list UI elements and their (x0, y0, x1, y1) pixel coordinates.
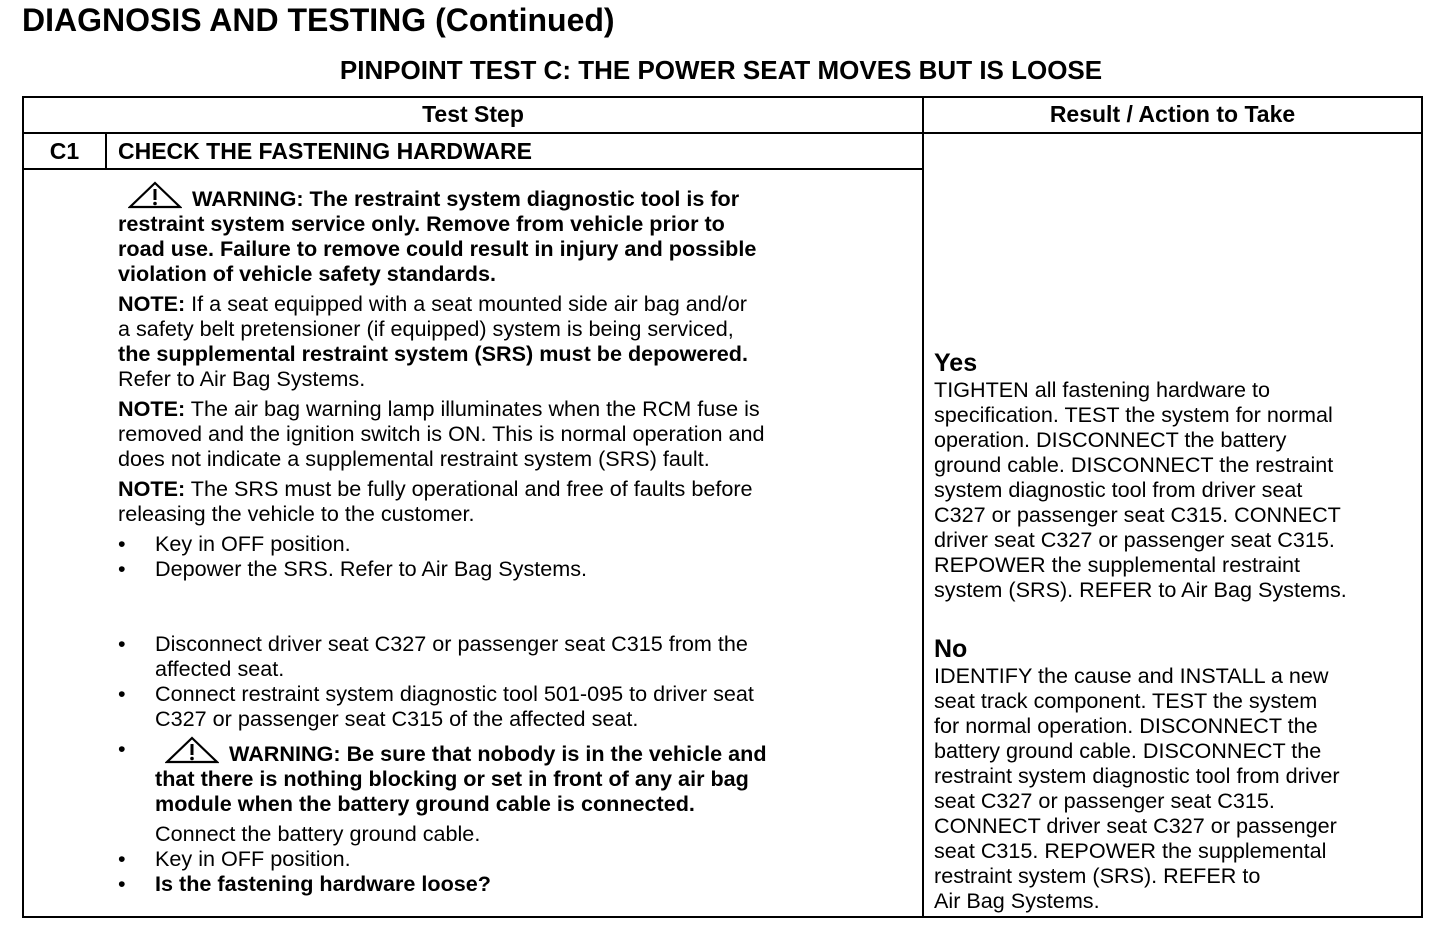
test-question: • Is the fastening hardware loose? (118, 871, 491, 896)
note2-line-1: The air bag warning lamp illuminates when the RCM fuse is (185, 396, 760, 421)
yes-action: TIGHTEN all fastening hardware to specification. TEST the system for normal operation. DISCONNECT the battery ground cable. DISCONNECT the restraint system diagnostic tool from driver seat C327 or passenger seat C315. CONNECT driver seat C327 or passenger seat C315. REPOWER the supplemental restraint system (SRS). REFER to Air Bag Systems. (934, 377, 1347, 602)
warning-nobody-in-vehicle (118, 736, 767, 816)
note-depower-srs (118, 291, 767, 391)
warning1-line-2: restraint system service only. Remove from vehicle prior to (118, 211, 725, 236)
warning1-line-1: WARNING: The restraint system diagnostic tool is for (192, 186, 740, 211)
note1-line-2: a safety belt pretensioner (if equipped) system is being serviced, (118, 316, 734, 341)
note1-line-3: the supplemental restraint system (SRS) must be depowered. (118, 341, 748, 366)
no-label: No (934, 635, 968, 663)
bullet: • (118, 736, 126, 761)
result-no (934, 636, 1340, 913)
bullet: • (118, 531, 126, 556)
bullet: • (118, 681, 126, 706)
note-label: NOTE: (118, 291, 186, 316)
warning2-line-2: that there is nothing blocking or set in front of any air bag (155, 766, 749, 791)
warning2-line-1: : Be sure that nobody is in the vehicle and (333, 741, 767, 766)
warning1-line-3: road use. Failure to remove could result in injury and possible (118, 236, 757, 261)
warning1-line-4: violation of vehicle safety standards. (118, 261, 497, 286)
step-title: CHECK THE FASTENING HARDWARE (118, 138, 533, 164)
page-title: DIAGNOSIS AND TESTING (Continued) (22, 2, 615, 38)
step-id: C1 (49, 138, 80, 164)
bullet: • (118, 631, 126, 656)
list-item: • Disconnect driver seat C327 or passenger seat C315 from the affected seat. (118, 631, 748, 681)
note1-line-4: Refer to Air Bag Systems. (118, 366, 366, 391)
warning-triangle-icon (165, 736, 219, 764)
bullet: • (118, 871, 126, 896)
pinpoint-test-title: PINPOINT TEST C: THE POWER SEAT MOVES BUT IS LOOSE (339, 55, 1103, 85)
note-label: NOTE: (118, 396, 186, 421)
note-srs-operational (118, 476, 767, 526)
warning2-label: WARNING (229, 741, 334, 766)
result-yes (934, 350, 1347, 602)
list-item: • Key in OFF position. (118, 846, 351, 871)
note3-line-1: The SRS must be fully operational and free of faults before (185, 476, 753, 501)
test-step-body (118, 181, 767, 896)
bullet: • (118, 556, 126, 581)
yes-label: Yes (934, 349, 978, 377)
note2-line-2: removed and the ignition switch is ON. This is normal operation and (118, 421, 765, 446)
warning2-line-3: module when the battery ground cable is connected. (155, 791, 695, 816)
header-divider (24, 132, 1421, 134)
list-item: • Key in OFF position. (118, 531, 351, 556)
warning-restraint-tool (118, 181, 767, 286)
note3-line-2: releasing the vehicle to the customer. (118, 501, 475, 526)
note-label: NOTE: (118, 476, 186, 501)
no-action: IDENTIFY the cause and INSTALL a new seat track component. TEST the system for normal operation. DISCONNECT the battery ground cable. DISCONNECT the restraint system diagnostic tool from driver seat C327 or passenger seat C315. CONNECT driver seat C327 or passenger seat C315. REPOWER the supplemental restraint system (SRS). REFER to Air Bag Systems. (934, 663, 1340, 913)
header-result-action: Result / Action to Take (1049, 101, 1296, 127)
bullet: • (118, 846, 126, 871)
note1-line-1: If a seat equipped with a seat mounted side air bag and/or (185, 291, 747, 316)
step-id-divider (105, 132, 107, 169)
connect-battery-text: Connect the battery ground cable. (155, 821, 481, 846)
list-item: • Connect restraint system diagnostic tool 501-095 to driver seat C327 or passenger seat C315 of the affected seat. (118, 681, 754, 731)
note-warning-lamp (118, 396, 767, 471)
step-title-divider (24, 168, 922, 170)
column-divider (922, 98, 924, 916)
warning-triangle-icon (128, 181, 182, 209)
header-test-step: Test Step (422, 101, 524, 127)
note2-line-3: does not indicate a supplemental restraint system (SRS) fault. (118, 446, 710, 471)
list-item: • Depower the SRS. Refer to Air Bag Systems. (118, 556, 588, 581)
